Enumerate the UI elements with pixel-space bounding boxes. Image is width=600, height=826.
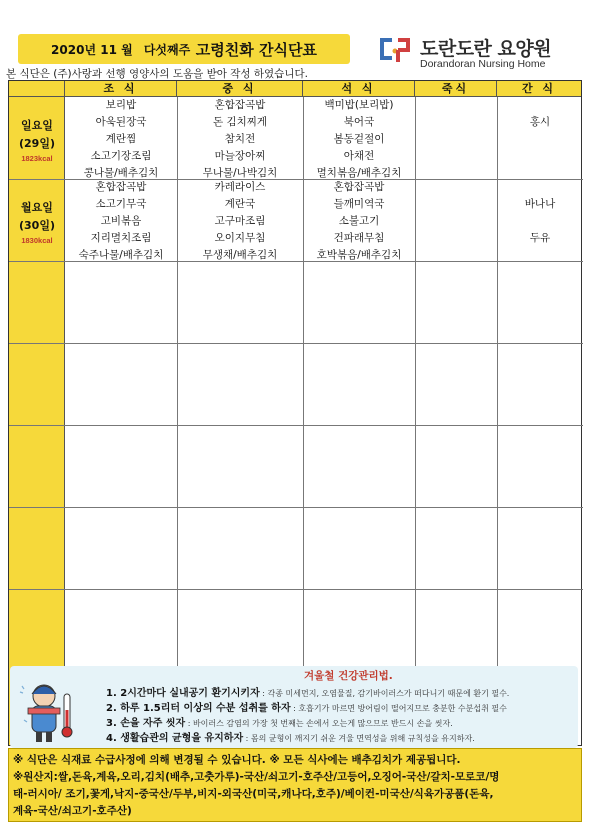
breakfast-item: 보리밥	[105, 99, 137, 111]
lunch-item: 카레라이스	[214, 181, 266, 193]
health-tip: 3. 손을 자주 씻자 : 바이러스 감염의 가장 첫 번째는 손에서 오는게 많으므로 반드시 손을 씻자.	[106, 718, 453, 729]
breakfast-item: 소고기무국	[95, 198, 147, 210]
corner-header	[9, 81, 65, 97]
notice-origin: 계육-국산/쇠고기-호주산)	[13, 805, 132, 817]
day-name: 월요일	[21, 201, 53, 214]
header-lunch: 중 식	[177, 81, 303, 97]
dinner-item: 호박볶음/배추김치	[316, 249, 402, 261]
week-label: 다섯째주	[143, 42, 191, 57]
breakfast-item: 아욱된장국	[95, 116, 147, 128]
lunch-item: 오이지무침	[214, 232, 266, 244]
intro-text: 본 식단은 (주)사랑과 선행 영양사의 도움을 받아 작성 하였습니다.	[6, 68, 308, 80]
year-month: 2020년 11 월	[51, 42, 133, 57]
header-breakfast: 조 식	[65, 81, 177, 97]
health-tips-box	[10, 666, 578, 748]
facility-name: 도란도란 요양원	[420, 38, 552, 60]
winter-person-illustration-icon	[18, 680, 78, 744]
lunch-item: 무나물/나박김치	[202, 167, 278, 179]
page-title: 고령친화 간식단표	[195, 40, 317, 59]
health-tip: 1. 2시간마다 실내공기 환기시키자 : 각종 미세먼지, 오염물질, 감기바이러스가 떠다니기 때문에 환기 필수.	[106, 688, 510, 699]
logo-mark-icon	[378, 36, 414, 64]
dinner-item: 북어국	[343, 116, 375, 128]
dinner-item: 백미밥(보리밥)	[324, 99, 394, 111]
dinner-item: 아채전	[343, 150, 375, 162]
breakfast-item: 고비볶음	[100, 215, 142, 227]
health-tip: 2. 하루 1.5리터 이상의 수분 섭취를 하자 : 호흡기가 마르면 방어림이 떨어지므로 충분한 수분섭취 필수	[106, 703, 507, 714]
day-kcal: 1823kcal	[21, 154, 53, 163]
breakfast-item: 혼합잡곡밥	[95, 181, 147, 193]
header-dinner: 석 식	[303, 81, 415, 97]
dinner-item: 소불고기	[338, 215, 380, 227]
day-name: 일요일	[21, 119, 53, 132]
header-snack: 간 식	[497, 81, 581, 97]
health-tips-title: 겨울철 건강관리법.	[304, 670, 393, 682]
day-column	[9, 97, 65, 745]
dinner-item: 혼합잡곡밥	[333, 181, 385, 193]
dinner-item: 멸치볶음/배추김치	[316, 167, 402, 179]
day-kcal: 1830kcal	[21, 236, 53, 245]
lunch-item: 마늘장아찌	[214, 150, 266, 162]
header-porridge: 죽식	[415, 81, 497, 97]
health-tip: 4. 생활습관의 균형을 유지하자 : 몸의 균형이 깨지기 쉬운 겨울 면역성을 위해 규칙성을 유지하자.	[106, 733, 475, 744]
snack-item: 바나나	[524, 198, 556, 210]
breakfast-item: 계란찜	[105, 133, 137, 145]
lunch-item: 돈 김치찌게	[212, 116, 268, 128]
breakfast-item: 소고기장조림	[90, 150, 152, 162]
lunch-item: 계란국	[224, 198, 256, 210]
notice-origin: ※원산지:쌀,돈육,계육,오리,김치(배추,고춧가루)-국산/쇠고기-호주산/고등어,오징어-국산/갈치-모로코/명	[13, 771, 500, 783]
day-date: (29일)	[19, 137, 55, 150]
menu-title-banner	[18, 34, 350, 64]
dinner-item: 건파래무침	[333, 232, 385, 244]
lunch-item: 혼합잡곡밥	[214, 99, 266, 111]
notice-change: ※ 식단은 식재료 수급사정에 의해 변경될 수 있습니다. ※ 모든 식사에는 배추김치가 제공됩니다.	[13, 754, 461, 766]
lunch-item: 고구마조림	[214, 215, 266, 227]
breakfast-item: 콩나물/배추김치	[83, 167, 159, 179]
dinner-item: 봄동겉절이	[333, 133, 385, 145]
notice-origin: 태-러시아/ 조기,꽃게,낙지-중국산/두부,비지-외국산(미국,캐나다,호주)/베이컨-미국산/식육가공품(돈육,	[13, 788, 494, 800]
lunch-item: 참치전	[224, 133, 256, 145]
breakfast-item: 지리멸치조림	[90, 232, 152, 244]
breakfast-item: 숙주나물/배추김치	[78, 249, 164, 261]
menu-table	[8, 80, 582, 746]
snack-item: 두유	[529, 232, 551, 244]
day-date: (30일)	[19, 219, 55, 232]
notice-box	[8, 748, 582, 822]
snack-item: 홍시	[529, 116, 551, 128]
facility-name-en: Dorandoran Nursing Home	[420, 58, 546, 70]
dinner-item: 들깨미역국	[333, 198, 385, 210]
lunch-item: 무생채/배추김치	[202, 249, 278, 261]
